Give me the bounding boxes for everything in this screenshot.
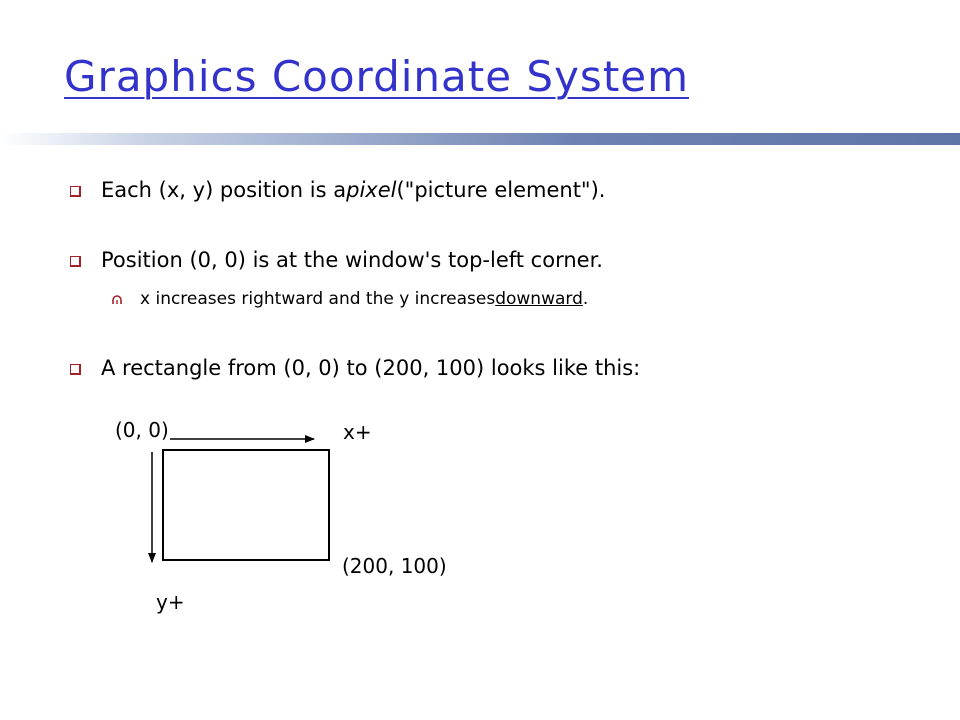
sub-bullet-text-b: . [582, 289, 589, 309]
sub-bullet-text-a: x increases rightward and the y increases [140, 289, 496, 309]
sub-bullet-downward: downward [495, 289, 583, 309]
bullet-origin-text: Position (0, 0) is at the window's top-left corner. [101, 248, 603, 272]
slide-title: Graphics Coordinate System [64, 52, 690, 101]
bullet-rectangle-text: A rectangle from (0, 0) to (200, 100) looks like this: [101, 356, 641, 380]
y-axis-label: y+ [156, 590, 185, 614]
corner-label: (200, 100) [342, 554, 447, 578]
origin-label: (0, 0) [115, 418, 169, 442]
rectangle-shape [163, 450, 329, 560]
x-axis-label: x+ [343, 420, 372, 444]
bullet-pixel-text-b: ("picture element"). [396, 178, 606, 202]
bullet-pixel-text-a: Each (x, y) position is a [101, 178, 347, 202]
bullet-pixel-term: pixel [346, 178, 397, 202]
